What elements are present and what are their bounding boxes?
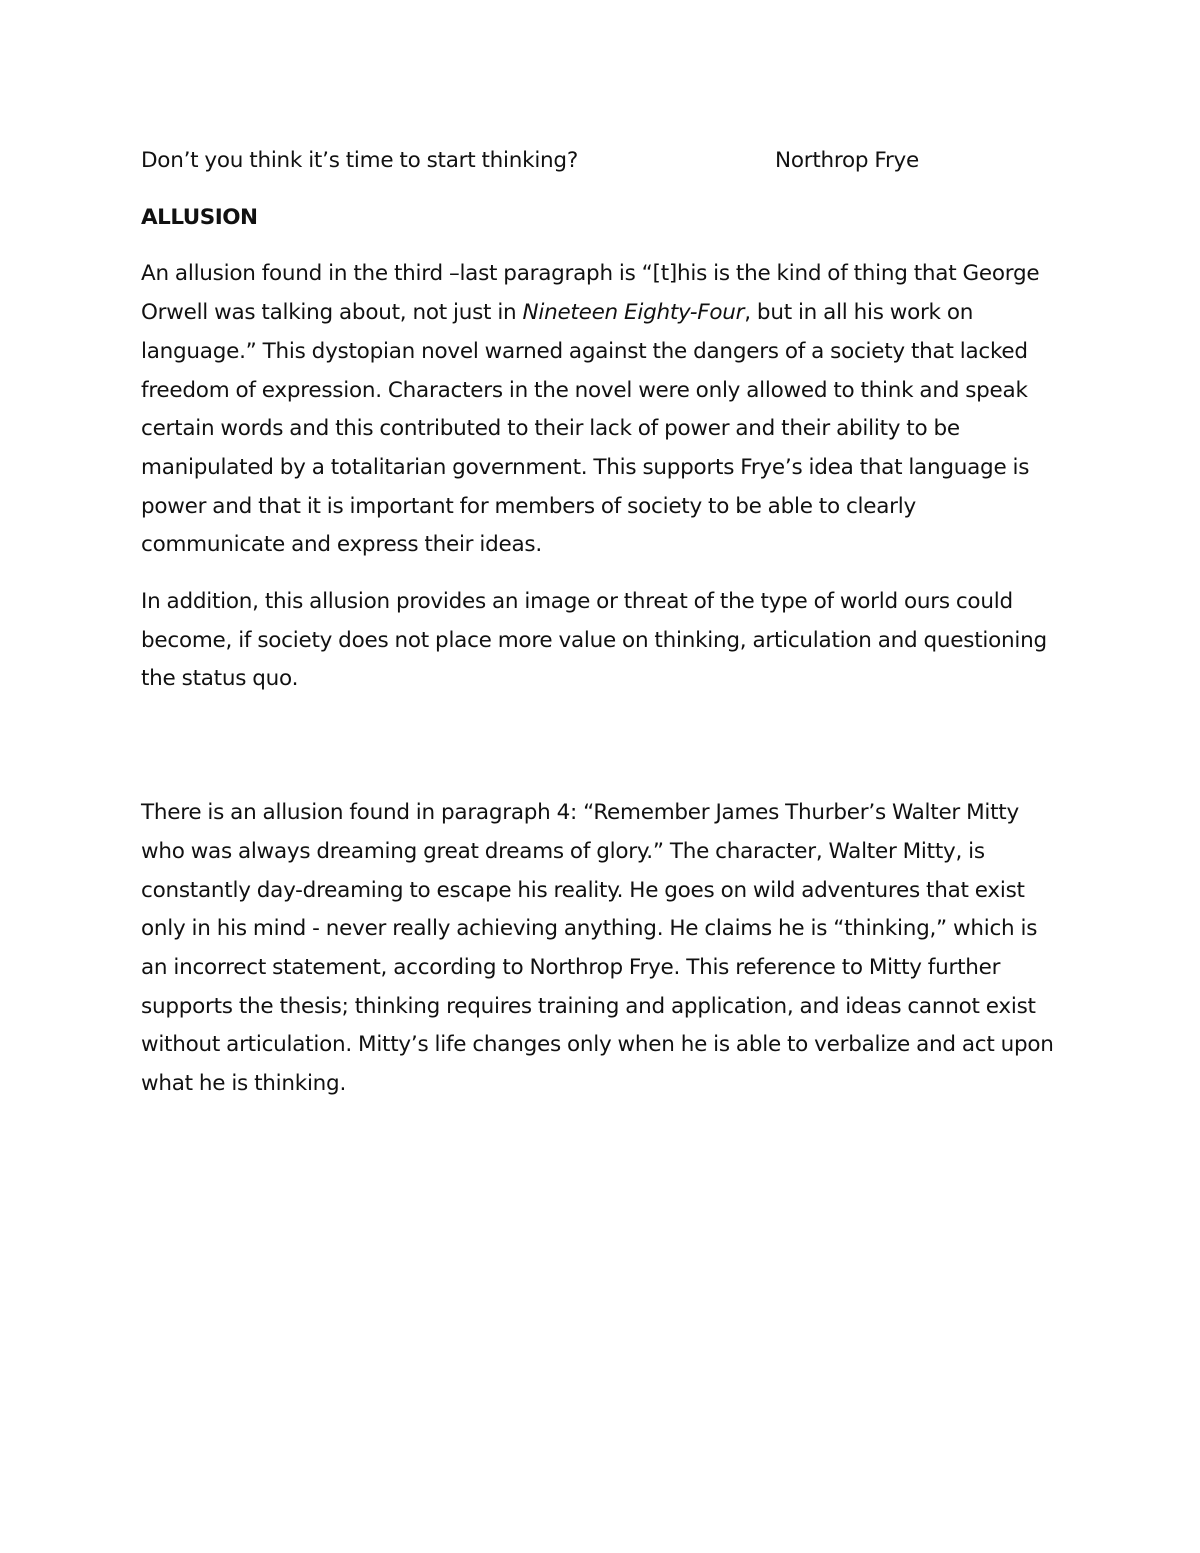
document-body: [141, 142, 1061, 1122]
paragraph-1: [141, 255, 1061, 565]
paragraph-1-text-a: An allusion found in the third –last paragraph is “[t]his is the kind of thing that George Orwell was talking about, not just in: [141, 261, 1040, 326]
author-name: Northrop Frye: [775, 148, 919, 173]
document-title: Don’t you think it’s time to start thinking?: [141, 148, 578, 173]
blank-line: [141, 717, 1061, 794]
paragraph-3: There is an allusion found in paragraph 4: “Remember James Thurber’s Walter Mitty who was always dreaming great dreams of glory.” The character, Walter Mitty, is constantly day-dreaming to escape his reality. He goes on wild adventures that exist only in his mind - never really achieving anything. He claims he is “thinking,” which is an incorrect statement, according to Northrop Frye. This reference to Mitty further supports the thesis; thinking requires training and application, and ideas cannot exist without articulation. Mitty’s life changes only when he is able to verbalize and act upon what he is thinking.: [141, 800, 1054, 1097]
section-heading: ALLUSION: [141, 204, 258, 230]
paragraph-1-text-b: , but in all his work on language.” This dystopian novel warned against the dangers of a society that lacked freedom of expression. Characters in the novel were only allowed to think and speak certain words and this contributed to their lack of power and their ability to be manipulated by a totalitarian government. This supports Frye’s idea that language is power and that it is important for members of society to be able to clearly communicate and express their ideas.: [141, 300, 1030, 558]
book-title-italic: Nineteen Eighty-Four: [522, 300, 745, 326]
title-line: [141, 142, 1061, 181]
paragraph-2: In addition, this allusion provides an image or threat of the type of world ours could become, if society does not place more value on thinking, articulation and questioning the status quo.: [141, 589, 1047, 692]
